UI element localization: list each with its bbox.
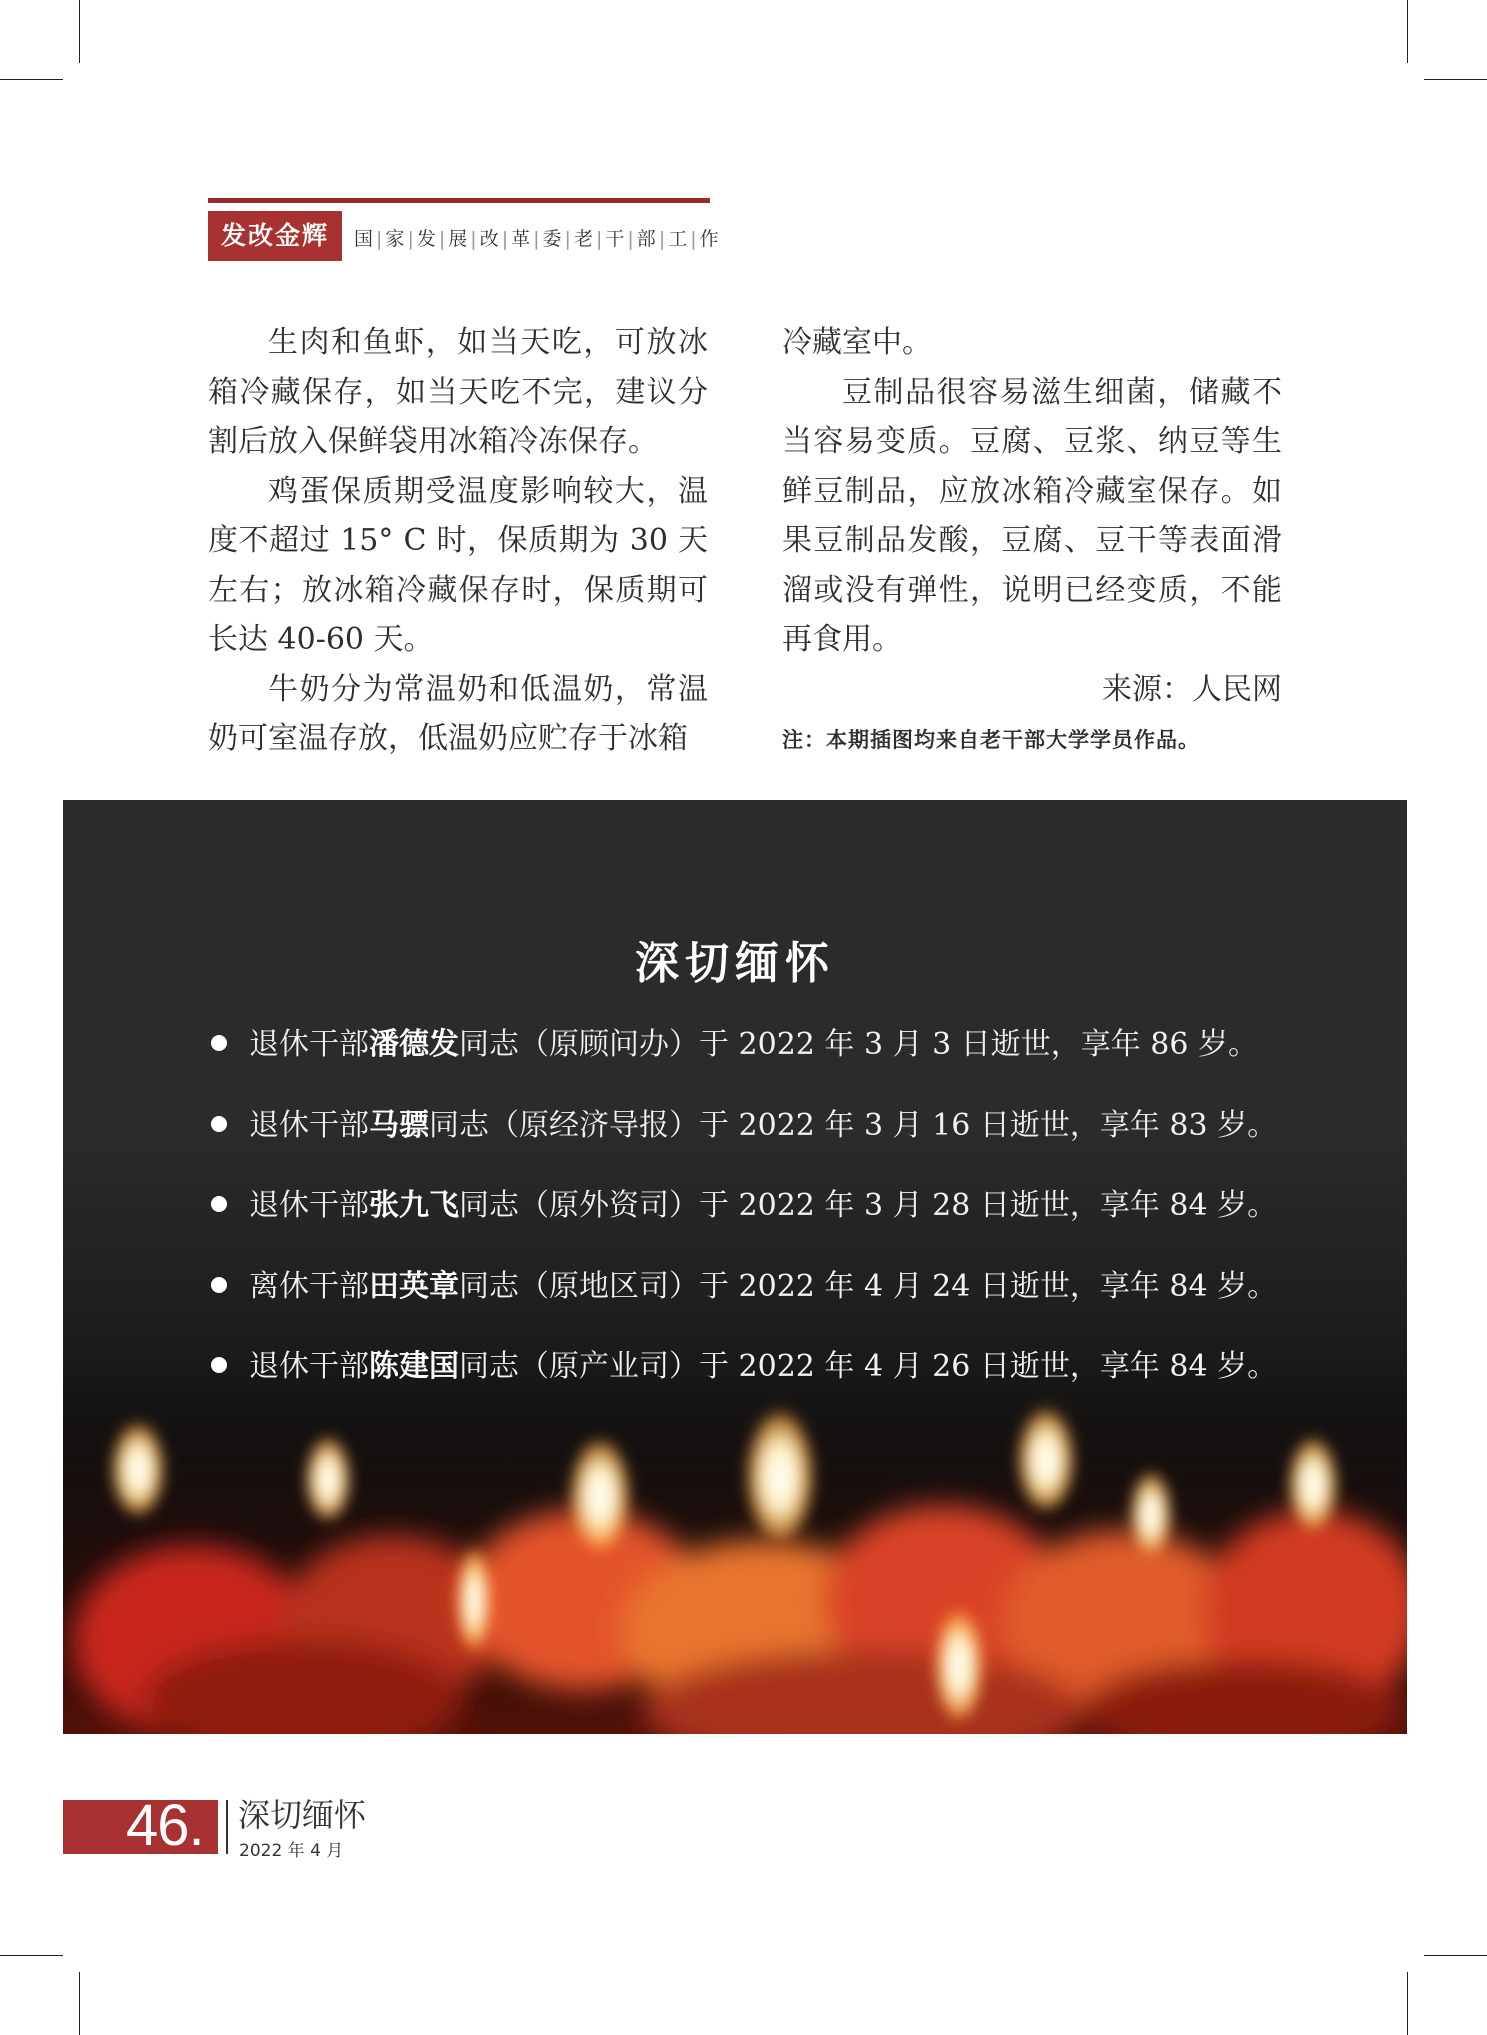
column-title-char: 部: [636, 228, 656, 250]
separator: |: [627, 228, 634, 250]
deceased-name: 田英章: [369, 1268, 459, 1304]
cadre-type: 退休干部: [249, 1107, 369, 1143]
bullet-icon: [211, 1277, 227, 1293]
memorial-detail: 同志（原地区司）于 2022 年 4 月 24 日逝世，享年 84 岁。: [459, 1268, 1278, 1304]
column-title-char: 发: [416, 228, 436, 250]
column-title-char: 老: [573, 228, 593, 250]
separator: |: [407, 228, 414, 250]
column-title-char: 工: [668, 228, 688, 250]
column-title-char: 展: [448, 228, 468, 250]
cadre-type: 退休干部: [249, 1027, 369, 1062]
memorial-item: [211, 1247, 1277, 1328]
illustration-note: 注：本期插图均来自老干部大学学员作品。: [782, 727, 1200, 752]
bullet-icon: [211, 1116, 227, 1132]
deceased-name: 陈建国: [369, 1349, 459, 1384]
deceased-name: 张九飞: [369, 1188, 459, 1223]
bullet-icon: [211, 1196, 227, 1212]
crop-mark: [79, 0, 80, 63]
crop-mark: [1424, 1955, 1487, 1956]
magazine-logo: 发改金辉: [208, 211, 342, 261]
separator: |: [595, 228, 603, 250]
separator: |: [533, 228, 540, 250]
memorial-detail: 同志（原经济导报）于 2022 年 3 月 16 日逝世，享年 83 岁。: [429, 1107, 1278, 1143]
issue-date: 2022 年 4 月: [239, 1841, 344, 1861]
cadre-type: 退休干部: [249, 1188, 369, 1223]
column-title-char: 委: [542, 228, 562, 250]
crop-mark: [79, 1972, 80, 2035]
column-title-char: 国: [354, 228, 374, 250]
column-title-char: 改: [479, 228, 499, 250]
memorial-detail: 同志（原外资司）于 2022 年 3 月 28 日逝世，享年 84 岁。: [459, 1188, 1278, 1223]
crop-mark: [1407, 1972, 1408, 2035]
crop-mark: [1424, 79, 1487, 80]
header-rule: [208, 198, 710, 203]
paragraph-milk: 牛奶分为常温奶和低温奶，常温奶可室温存放，低温奶应贮存于冰箱: [208, 671, 708, 756]
article-source: 来源：人民网: [1102, 671, 1282, 707]
crop-mark: [1407, 0, 1408, 63]
page-number-dot: .: [188, 1793, 204, 1858]
page-number-value: 46: [126, 1793, 189, 1858]
crop-mark: [0, 79, 63, 80]
footer-section-title: 深切缅怀: [238, 1796, 367, 1834]
deceased-name: 潘德发: [369, 1027, 459, 1062]
article-left-column: [208, 318, 708, 764]
memorial-item: [211, 1166, 1277, 1247]
memorial-item: [211, 1005, 1277, 1086]
memorial-item: [211, 1086, 1277, 1167]
separator: |: [438, 228, 446, 250]
footer-divider: [226, 1800, 228, 1854]
memorial-item: [211, 1327, 1277, 1408]
paragraph-meat: 生肉和鱼虾，如当天吃，可放冰箱冷藏保存，如当天吃不完，建议分割后放入保鲜袋用冰箱冷冻保存。: [208, 325, 708, 459]
memorial-panel: [63, 800, 1407, 1734]
deceased-name: 马骠: [369, 1107, 429, 1143]
paragraph-eggs: 鸡蛋保质期受温度影响较大，温度不超过 15° C 时，保质期为 30 天左右；放冰箱冷藏保存时，保质期可长达 40-60 天。: [208, 473, 708, 657]
column-title-char: 作: [699, 228, 719, 250]
paragraph-soy: 豆制品很容易滋生细菌，储藏不当容易变质。豆腐、豆浆、纳豆等生鲜豆制品，应放冰箱冷藏室保存。如果豆制品发酸，豆腐、豆干等表面滑溜或没有弹性，说明已经变质，不能再食用。: [782, 374, 1282, 657]
separator: |: [376, 228, 383, 250]
crop-mark: [0, 1955, 63, 1956]
memorial-list: [211, 1005, 1277, 1408]
cadre-type: 退休干部: [249, 1349, 369, 1384]
separator: |: [658, 228, 666, 250]
cadre-type: 离休干部: [249, 1268, 369, 1304]
separator: |: [470, 228, 477, 250]
article-right-column: [782, 318, 1282, 760]
paragraph-milk-continued: 冷藏室中。: [782, 325, 932, 360]
memorial-detail: 同志（原产业司）于 2022 年 4 月 26 日逝世，享年 84 岁。: [459, 1349, 1278, 1384]
bullet-icon: [211, 1357, 227, 1373]
column-title-char: 家: [385, 228, 405, 250]
memorial-title: 深切缅怀: [635, 938, 835, 989]
memorial-detail: 同志（原顾问办）于 2022 年 3 月 3 日逝世，享年 86 岁。: [459, 1027, 1258, 1062]
separator: |: [501, 228, 509, 250]
page-number: [126, 1793, 204, 1859]
column-title-char: 干: [605, 228, 625, 250]
column-title: [354, 224, 719, 251]
column-title-char: 革: [511, 228, 531, 250]
separator: |: [690, 228, 697, 250]
separator: |: [564, 228, 571, 250]
bullet-icon: [211, 1035, 227, 1051]
